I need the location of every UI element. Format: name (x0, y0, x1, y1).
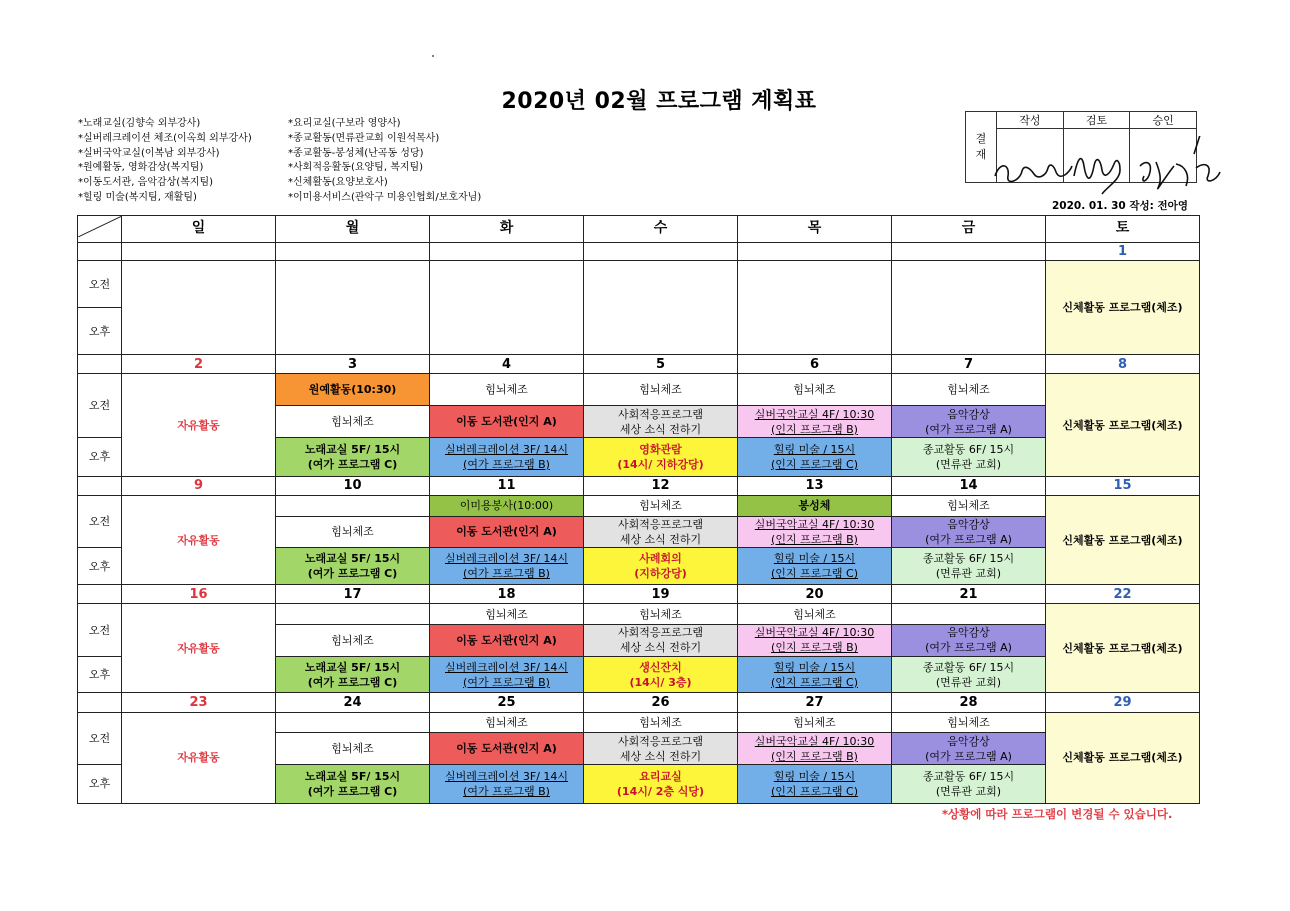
date-cell: 10 (276, 476, 430, 495)
program-line: 노래교실 5F/ 15시 (304, 442, 401, 456)
program-cell: 힘뇌체조 (738, 374, 892, 406)
note-line: *요리교실(구보라 영양사) (288, 118, 401, 129)
program-line: (여가 프로그램 A) (925, 749, 1012, 763)
program-cell (892, 733, 1046, 765)
program-line: 노래교실 5F/ 15시 (304, 660, 401, 674)
day-header: 토 (1046, 216, 1200, 243)
program-cell (738, 656, 892, 693)
blank-cell (78, 355, 122, 374)
date-cell: 3 (276, 355, 430, 374)
program-line: 생신잔치 (639, 660, 682, 674)
note-line: *사회적응활동(요양팀, 복지팀) (288, 162, 424, 174)
program-cell (892, 548, 1046, 585)
date-cell: 9 (122, 476, 276, 495)
approval-box (965, 111, 1197, 183)
program-line: 힐링 미술 / 15시 (773, 552, 856, 566)
written-date-author: 2020. 01. 30 작성: 전아영 (1052, 200, 1188, 212)
program-cell (430, 548, 584, 585)
empty-slot (738, 260, 892, 354)
date-cell: 12 (584, 476, 738, 495)
day-header: 수 (584, 216, 738, 243)
date-cell: 15 (1046, 476, 1200, 495)
saturday-program: 신체활동 프로그램(체조) (1046, 260, 1200, 354)
calendar-table (77, 215, 1200, 804)
program-line: 음악감상 (947, 626, 990, 640)
program-cell: 이동 도서관(인지 A) (430, 624, 584, 656)
approval-col-writer: 작성 (997, 112, 1064, 129)
note-line: *원예활동, 영화감상(복지팀) (78, 162, 204, 174)
date-cell: 4 (430, 355, 584, 374)
sunday-program: 자유활동 (122, 374, 276, 476)
program-line: 영화관람 (639, 442, 682, 456)
program-line: 실버국악교실 4F/ 10:30 (754, 407, 875, 421)
program-line: (인지 프로그램 B) (771, 749, 858, 763)
date-cell: 26 (584, 693, 738, 712)
approval-side-char: 결 (975, 132, 987, 145)
empty-slot (430, 260, 584, 354)
date-cell: 21 (892, 585, 1046, 604)
program-line: (인지 프로그램 C) (770, 675, 858, 689)
program-line: 세상 소식 전하기 (619, 532, 702, 546)
program-cell (738, 548, 892, 585)
date-cell: 16 (122, 585, 276, 604)
instructor-notes-right (288, 117, 481, 206)
date-cell: 29 (1046, 693, 1200, 712)
program-line: (면류관 교회) (935, 675, 1002, 689)
note-line: *실버레크레이션 체조(이옥희 외부강사) (78, 132, 252, 144)
am-label: 오전 (78, 374, 122, 437)
pm-label: 오후 (78, 548, 122, 585)
program-line: (인지 프로그램 C) (770, 457, 858, 471)
program-line: 사회적응프로그램 (617, 626, 703, 640)
empty-slot (122, 260, 276, 354)
pm-label: 오후 (78, 437, 122, 476)
note-line: *노래교실(김향숙 외부강사) (78, 118, 201, 129)
program-cell (430, 437, 584, 476)
saturday-program: 신체활동 프로그램(체조) (1046, 496, 1200, 585)
date-cell: 24 (276, 693, 430, 712)
date-cell: 5 (584, 355, 738, 374)
date-cell: 28 (892, 693, 1046, 712)
program-cell: 힘뇌체조 (892, 496, 1046, 516)
program-line: 음악감상 (947, 407, 990, 421)
blank-cell (78, 585, 122, 604)
diagonal-line (78, 216, 122, 237)
program-cell: 힘뇌체조 (430, 374, 584, 406)
page-title: 2020년 02월 프로그램 계획표 (501, 89, 817, 114)
corner-cell (78, 216, 122, 243)
program-cell: 힘뇌체조 (276, 624, 430, 656)
blank-cell (738, 242, 892, 260)
program-line: (여가 프로그램 A) (925, 641, 1012, 655)
program-line: (인지 프로그램 C) (770, 567, 858, 581)
note-line: *이동도서관, 음악감상(복지팀) (78, 177, 214, 189)
date-cell: 1 (1046, 242, 1200, 260)
am-label: 오전 (78, 712, 122, 764)
program-line: 사회적응프로그램 (617, 517, 703, 531)
program-line: (여가 프로그램 A) (925, 422, 1012, 436)
program-cell (276, 496, 430, 516)
program-line: (인지 프로그램 B) (771, 641, 858, 655)
blank-cell (276, 242, 430, 260)
program-line: 음악감상 (947, 517, 990, 531)
program-cell: 원예활동(10:30) (276, 374, 430, 406)
program-line: 실버레크레이션 3F/ 14시 (444, 552, 569, 566)
day-header: 목 (738, 216, 892, 243)
program-line: 종교활동 6F/ 15시 (922, 660, 1015, 674)
program-line: (인지 프로그램 C) (770, 784, 858, 798)
program-line: (여가 프로그램 B) (463, 457, 550, 471)
day-header: 화 (430, 216, 584, 243)
program-cell: 힘뇌체조 (738, 712, 892, 732)
program-line: 실버국악교실 4F/ 10:30 (754, 626, 875, 640)
program-line: 사례회의 (639, 552, 682, 566)
program-line: 실버국악교실 4F/ 10:30 (754, 734, 875, 748)
blank-cell (122, 242, 276, 260)
approval-col-approve: 승인 (1130, 112, 1197, 129)
program-line: 세상 소식 전하기 (619, 749, 702, 763)
program-line: 실버국악교실 4F/ 10:30 (754, 517, 875, 531)
program-cell (430, 656, 584, 693)
program-line: (14시/ 지하강당) (617, 457, 704, 471)
empty-slot (584, 260, 738, 354)
saturday-program: 신체활동 프로그램(체조) (1046, 712, 1200, 803)
date-cell: 8 (1046, 355, 1200, 374)
approval-side-label (966, 112, 997, 183)
program-line: 요리교실 (639, 769, 682, 783)
program-cell (892, 604, 1046, 624)
approval-col-review: 검토 (1063, 112, 1130, 129)
program-line: (여가 프로그램 B) (463, 675, 550, 689)
program-line: 실버레크레이션 3F/ 14시 (444, 769, 569, 783)
program-cell: 이동 도서관(인지 A) (430, 516, 584, 548)
program-line: (인지 프로그램 B) (771, 532, 858, 546)
program-line: 종교활동 6F/ 15시 (922, 442, 1015, 456)
program-cell (738, 406, 892, 438)
program-cell: 힘뇌체조 (584, 496, 738, 516)
note-line: *신체활동(요양보호사) (288, 177, 388, 189)
program-line: (14시/ 2층 식당) (616, 784, 705, 798)
program-line: 종교활동 6F/ 15시 (922, 769, 1015, 783)
saturday-program: 신체활동 프로그램(체조) (1046, 374, 1200, 476)
saturday-program: 신체활동 프로그램(체조) (1046, 604, 1200, 693)
approval-side-char: 재 (975, 148, 987, 161)
speck (432, 55, 434, 57)
date-cell: 19 (584, 585, 738, 604)
program-line: 노래교실 5F/ 15시 (304, 769, 401, 783)
program-cell (276, 764, 430, 803)
blank-cell (78, 242, 122, 260)
program-cell: 봉성체 (738, 496, 892, 516)
date-cell: 6 (738, 355, 892, 374)
program-cell (584, 733, 738, 765)
program-line: (여가 프로그램 C) (307, 784, 398, 798)
note-line: *힐링 미술(복지팀, 재활팀) (78, 191, 197, 203)
program-cell (584, 406, 738, 438)
blank-cell (78, 693, 122, 712)
program-line: 힐링 미술 / 15시 (773, 660, 856, 674)
program-line: 노래교실 5F/ 15시 (304, 552, 401, 566)
program-line: 실버레크레이션 3F/ 14시 (444, 442, 569, 456)
date-cell: 17 (276, 585, 430, 604)
program-line: 음악감상 (947, 734, 990, 748)
approval-sign-writer (997, 129, 1064, 183)
program-cell (892, 656, 1046, 693)
program-line: (면류관 교회) (935, 567, 1002, 581)
program-cell (584, 764, 738, 803)
program-line: (여가 프로그램 C) (307, 567, 398, 581)
program-line: (인지 프로그램 B) (771, 422, 858, 436)
approval-sign-approve (1130, 129, 1197, 183)
program-cell: 힘뇌체조 (892, 712, 1046, 732)
program-cell (276, 656, 430, 693)
program-line: (여가 프로그램 A) (925, 532, 1012, 546)
program-cell: 이동 도서관(인지 A) (430, 406, 584, 438)
program-cell: 이동 도서관(인지 A) (430, 733, 584, 765)
program-cell (892, 624, 1046, 656)
date-cell: 11 (430, 476, 584, 495)
program-cell (738, 516, 892, 548)
program-line: (여가 프로그램 C) (307, 675, 398, 689)
program-cell: 힘뇌체조 (892, 374, 1046, 406)
program-cell: 힘뇌체조 (276, 406, 430, 438)
pm-label: 오후 (78, 656, 122, 693)
program-cell (584, 437, 738, 476)
program-cell: 이미용봉사(10:00) (430, 496, 584, 516)
program-cell (738, 733, 892, 765)
program-line: 힐링 미술 / 15시 (773, 769, 856, 783)
sunday-program: 자유활동 (122, 496, 276, 585)
instructor-notes-left (78, 117, 252, 206)
program-cell (584, 656, 738, 693)
program-line: 세상 소식 전하기 (619, 641, 702, 655)
program-cell: 힘뇌체조 (584, 712, 738, 732)
date-cell: 2 (122, 355, 276, 374)
program-line: 힐링 미술 / 15시 (773, 442, 856, 456)
program-line: (14시/ 3층) (629, 675, 692, 689)
note-line: *이미용서비스(관악구 미용인협회/보호자님) (288, 191, 482, 203)
date-cell: 7 (892, 355, 1046, 374)
program-line: (면류관 교회) (935, 784, 1002, 798)
program-cell (738, 624, 892, 656)
program-cell (276, 548, 430, 585)
program-cell (276, 437, 430, 476)
date-cell: 13 (738, 476, 892, 495)
program-line: (여가 프로그램 B) (463, 784, 550, 798)
program-cell (892, 406, 1046, 438)
sunday-program: 자유활동 (122, 604, 276, 693)
program-line: 실버레크레이션 3F/ 14시 (444, 660, 569, 674)
program-cell (892, 516, 1046, 548)
program-cell (584, 548, 738, 585)
program-cell (892, 764, 1046, 803)
program-cell (892, 437, 1046, 476)
date-cell: 14 (892, 476, 1046, 495)
program-cell: 힘뇌체조 (276, 516, 430, 548)
blank-cell (78, 476, 122, 495)
program-cell (276, 712, 430, 732)
blank-cell (430, 242, 584, 260)
program-line: (여가 프로그램 C) (307, 457, 398, 471)
empty-slot (276, 260, 430, 354)
date-cell: 25 (430, 693, 584, 712)
program-line: 세상 소식 전하기 (619, 422, 702, 436)
date-cell: 27 (738, 693, 892, 712)
program-cell: 힘뇌체조 (430, 604, 584, 624)
note-line: *실버국악교실(이복남 외부강사) (78, 147, 220, 159)
program-cell (738, 437, 892, 476)
note-line: *종교활동(면류관교회 이원석목사) (288, 132, 440, 144)
am-label: 오전 (78, 260, 122, 307)
program-line: (면류관 교회) (935, 457, 1002, 471)
note-line: *종교활동-봉성체(난곡동 성당) (288, 147, 424, 159)
date-cell: 20 (738, 585, 892, 604)
program-cell: 힘뇌체조 (430, 712, 584, 732)
program-line: 사회적응프로그램 (617, 734, 703, 748)
program-cell: 힘뇌체조 (584, 604, 738, 624)
approval-sign-review (1063, 129, 1130, 183)
program-cell (584, 624, 738, 656)
program-line: 종교활동 6F/ 15시 (922, 552, 1015, 566)
program-cell (430, 764, 584, 803)
program-cell (276, 604, 430, 624)
am-label: 오전 (78, 604, 122, 656)
program-cell: 힘뇌체조 (584, 374, 738, 406)
day-header: 금 (892, 216, 1046, 243)
pm-label: 오후 (78, 764, 122, 803)
date-cell: 22 (1046, 585, 1200, 604)
date-cell: 23 (122, 693, 276, 712)
pm-label: 오후 (78, 308, 122, 355)
program-cell (738, 764, 892, 803)
empty-slot (892, 260, 1046, 354)
day-header: 일 (122, 216, 276, 243)
date-cell: 18 (430, 585, 584, 604)
sunday-program: 자유활동 (122, 712, 276, 803)
program-line: (지하강당) (634, 567, 687, 581)
am-label: 오전 (78, 496, 122, 548)
blank-cell (892, 242, 1046, 260)
blank-cell (584, 242, 738, 260)
day-header: 월 (276, 216, 430, 243)
change-notice: *상황에 따라 프로그램이 변경될 수 있습니다. (942, 807, 1173, 821)
program-line: (여가 프로그램 B) (463, 567, 550, 581)
program-cell: 힘뇌체조 (738, 604, 892, 624)
program-line: 사회적응프로그램 (617, 407, 703, 421)
program-cell: 힘뇌체조 (276, 733, 430, 765)
program-cell (584, 516, 738, 548)
